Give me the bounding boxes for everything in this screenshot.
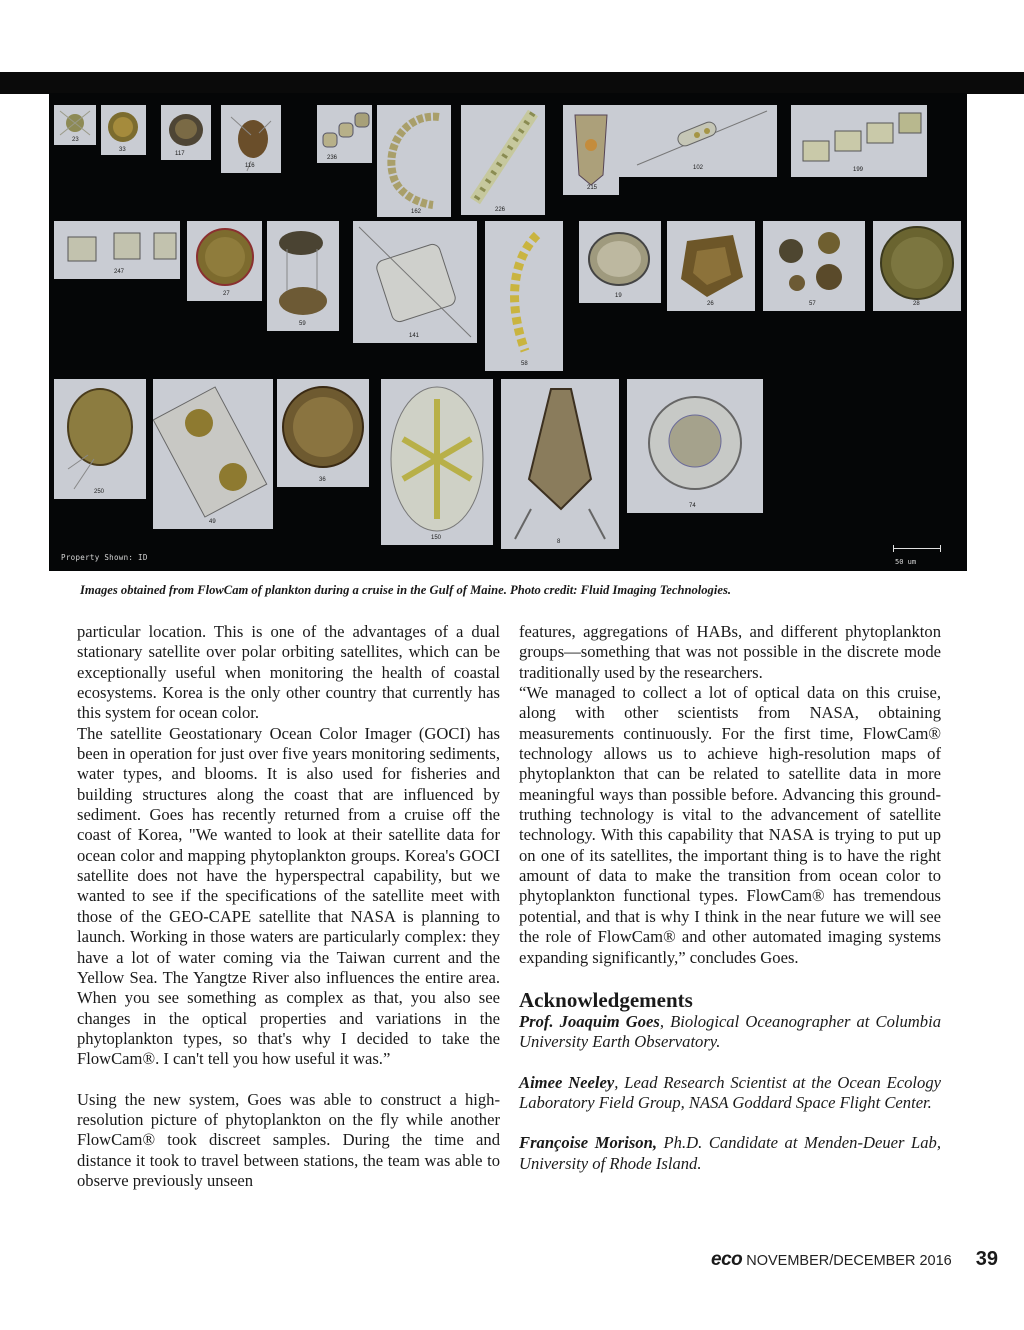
plankton-photo-grid [49, 93, 967, 571]
ack-entry [519, 1073, 941, 1114]
particle-id: 27 [223, 291, 230, 297]
particle-tile [187, 221, 262, 301]
ack-name: Aimee Neeley [519, 1072, 615, 1092]
particle-id: 250 [94, 489, 105, 495]
paragraph: particular location. This is one of the advantages of a dual stationary satellite over polar orbiting satellites, which can be exceptionally useful when monitoring the health of coastal ecosystems. Korea is the only other country that currently has this system for ocean color. [77, 622, 500, 723]
particle-tile [54, 379, 146, 499]
ack-name: Prof. Joaquim Goes [519, 1011, 660, 1031]
scale-label: 50 um [895, 558, 917, 566]
page-number: 39 [975, 1248, 998, 1270]
particle-tile [763, 221, 865, 311]
particle-id: 59 [299, 321, 306, 327]
ack-desc: Ph.D. Candidate at Menden-Deuer Lab, University of Rhode Island. [519, 1133, 941, 1173]
particle-id: 28 [913, 301, 920, 307]
particle-tile [153, 379, 273, 529]
particle-tile [381, 379, 493, 545]
particle-tile [317, 105, 372, 163]
particle-tile [54, 221, 180, 279]
particle-id: 117 [175, 151, 185, 157]
particle-tile [461, 105, 545, 215]
particle-id: 8 [557, 539, 561, 545]
particle-id: 215 [587, 185, 598, 191]
particle-id: 19 [615, 293, 622, 299]
ack-entry [519, 1133, 941, 1174]
paragraph: The satellite Geostationary Ocean Color Imager (GOCI) has been in operation for just over five years monitoring sediments, water types, and blooms. It is also used for fisheries and building structures along the coast that are influenced by sediment. Goes has recently returned from a cruise off the coast of Korea, "We wanted to look at their satellite data for ocean color and mapping phytoplankton groups. Korea's GOCI satellite does not have the hyperspectral capability, but we wanted to see if the specifications of the satellite meet with those of the GEO-CAPE satellite that NASA is planning to launch. Working in those waters are particularly complex: they have a lot of water coming via the Taiwan current and the Yellow Sea. The Yangtze River also influences the entire area. When you see something as complex as that, you also see changes in the optical properties and variations in the phytoplankton types, so that's why I decided to take the FlowCam®. I can't tell you how useful it was.” [77, 723, 500, 1069]
particle-tile [277, 379, 369, 487]
particle-tile [627, 379, 763, 513]
particle-id: 58 [521, 361, 528, 367]
paragraph: features, aggregations of HABs, and different phytoplankton groups—something that was not possible in the discrete mode traditionally used by the researchers. [519, 622, 941, 682]
particle-id: 150 [431, 535, 442, 541]
particle-tile [873, 221, 961, 311]
figure-caption: Images obtained from FlowCam of plankton during a cruise in the Gulf of Maine. Photo credit: Fluid Imaging Technologies. [80, 583, 731, 597]
particle-tile [563, 105, 619, 195]
paragraph: Using the new system, Goes was able to construct a high-resolution picture of phytoplankton on the fly while another FlowCam® took discreet samples. During the time and distance it took to travel between stations, the team was able to observe previously unseen [77, 1089, 500, 1190]
particle-id: 49 [209, 519, 216, 525]
particle-id: 141 [409, 333, 420, 339]
particle-id: 162 [411, 209, 422, 215]
particle-tile [791, 105, 927, 177]
page-footer [711, 1248, 998, 1271]
particle-id: 26 [707, 301, 714, 307]
particle-id: 247 [114, 269, 125, 275]
particle-tile [667, 221, 755, 311]
particle-tile [501, 379, 619, 549]
ack-entry [519, 1012, 941, 1053]
particle-tile [353, 221, 477, 343]
particle-id: 23 [72, 137, 79, 143]
particle-tile [485, 221, 563, 371]
top-black-bar [0, 72, 1024, 94]
acknowledgements-heading: Acknowledgements [519, 987, 693, 1012]
particle-id: 102 [693, 165, 704, 171]
particle-tile [221, 105, 281, 173]
particle-id: 236 [327, 155, 338, 161]
particle-tile [54, 105, 96, 145]
particle-id: 226 [495, 207, 506, 213]
ack-desc: , Lead Research Scientist at the Ocean Ecology Laboratory Field Group, NASA Goddard Space Flight Center. [519, 1072, 941, 1112]
particle-id: 199 [853, 167, 864, 173]
acknowledgements-section [519, 988, 941, 1174]
brand-logo: eco [711, 1249, 743, 1270]
paragraph: “We managed to collect a lot of optical data on this cruise, along with other scientists from NASA, obtaining measurements continuously. For the first time, FlowCam® technology allows us to achieve high-resolution maps of phytoplankton that can be related to satellite data in more meaningful ways than possible before. Advancing this ground-truthing technology is vital to the advancement of satellite technology. With this capability that NASA is trying to put up on one of its satellites, the important thing is to have the right amount of data to make the transition from ocean color to phytoplankton functional types. FlowCam® has tremendous potential, and that is why I think in the near future we will see the role of FlowCam® and other automated imaging systems expanding significantly,” concludes Goes. [519, 683, 941, 967]
particle-tile [101, 105, 146, 155]
particle-tile [267, 221, 339, 331]
left-column [77, 622, 500, 1191]
issue-date: NOVEMBER/DECEMBER 2016 [746, 1253, 952, 1269]
ack-desc: , Biological Oceanographer at Columbia University Earth Observatory. [519, 1011, 941, 1052]
particle-tile [377, 105, 451, 217]
particle-id: 33 [119, 147, 126, 153]
property-label: Property Shown: ID [61, 553, 148, 562]
particle-id: 36 [319, 477, 326, 483]
scale-bar [893, 548, 941, 549]
particle-id: 74 [689, 503, 696, 509]
particle-id: 57 [809, 301, 816, 307]
particle-tile [161, 105, 211, 160]
particle-tile [617, 105, 777, 177]
ack-name: Françoise Morison, [519, 1133, 657, 1153]
particle-tile [579, 221, 661, 303]
particle-id: 116 [245, 163, 255, 169]
right-column [519, 622, 941, 1174]
